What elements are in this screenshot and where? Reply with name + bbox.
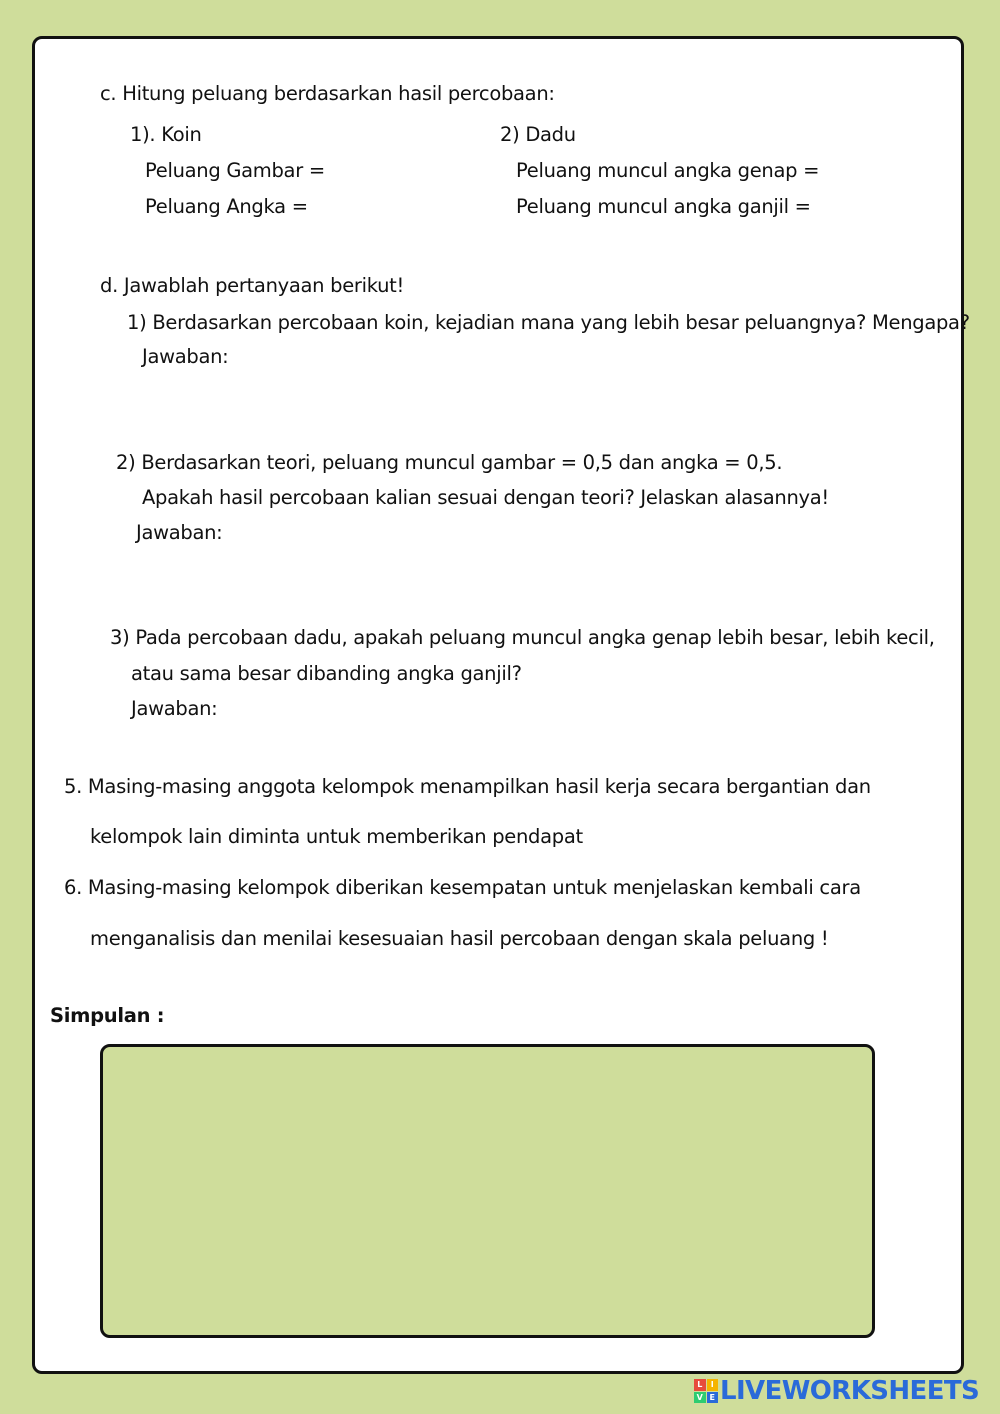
question-2-line-2: Apakah hasil percobaan kalian sesuai dengan teori? Jelaskan alasannya!: [142, 486, 829, 509]
koin-peluang-angka: Peluang Angka =: [145, 195, 308, 218]
liveworksheets-logo: [694, 1376, 979, 1406]
step-5-line-2: kelompok lain diminta untuk memberikan pendapat: [90, 825, 583, 848]
logo-letter-i: I: [707, 1379, 719, 1391]
question-1: 1) Berdasarkan percobaan koin, kejadian mana yang lebih besar peluangnya? Mengapa?: [127, 311, 970, 334]
logo-letter-l: L: [694, 1379, 706, 1391]
logo-letter-v: V: [694, 1392, 706, 1404]
koin-peluang-gambar: Peluang Gambar =: [145, 159, 325, 182]
question-2-answer-label: Jawaban:: [136, 521, 223, 544]
question-1-answer-label: Jawaban:: [142, 345, 229, 368]
koin-heading: 1). Koin: [130, 123, 202, 146]
question-3-line-2: atau sama besar dibanding angka ganjil?: [131, 662, 522, 685]
step-5-line-1: 5. Masing-masing anggota kelompok menampilkan hasil kerja secara bergantian dan: [64, 775, 871, 798]
question-3-answer-label: Jawaban:: [131, 697, 218, 720]
step-6-line-2: menganalisis dan menilai kesesuaian hasil percobaan dengan skala peluang !: [90, 927, 829, 950]
section-c-title: c. Hitung peluang berdasarkan hasil percobaan:: [100, 82, 555, 105]
liveworksheets-wordmark: LIVEWORKSHEETS: [720, 1376, 980, 1406]
dadu-peluang-ganjil: Peluang muncul angka ganjil =: [516, 195, 811, 218]
logo-letter-e: E: [707, 1392, 719, 1404]
section-d-title: d. Jawablah pertanyaan berikut!: [100, 274, 405, 297]
conclusion-label: Simpulan :: [50, 1004, 165, 1027]
conclusion-answer-box[interactable]: [100, 1044, 875, 1338]
step-6-line-1: 6. Masing-masing kelompok diberikan kesempatan untuk menjelaskan kembali cara: [64, 876, 861, 899]
liveworksheets-mark-icon: [694, 1379, 718, 1403]
question-2-line-1: 2) Berdasarkan teori, peluang muncul gambar = 0,5 dan angka = 0,5.: [116, 451, 783, 474]
question-3-line-1: 3) Pada percobaan dadu, apakah peluang muncul angka genap lebih besar, lebih kecil,: [110, 626, 935, 649]
dadu-heading: 2) Dadu: [500, 123, 576, 146]
dadu-peluang-genap: Peluang muncul angka genap =: [516, 159, 820, 182]
